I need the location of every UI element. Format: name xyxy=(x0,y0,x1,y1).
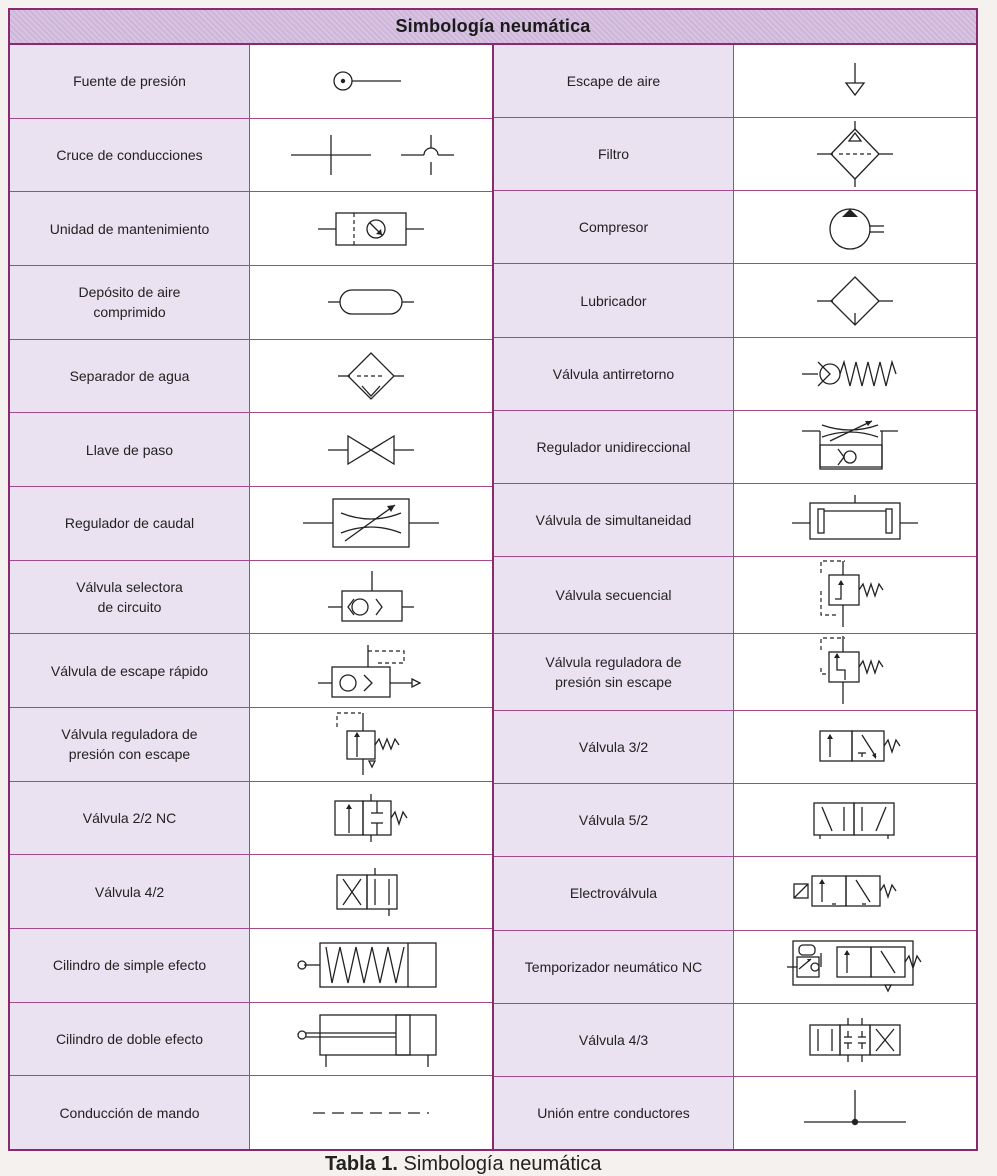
table-row xyxy=(10,45,492,119)
table-row xyxy=(10,192,492,266)
valve-2-2-nc-icon xyxy=(250,782,492,855)
table-row xyxy=(494,338,976,411)
valve-4-2-icon xyxy=(250,855,492,928)
symbol-name: Válvula antirretorno xyxy=(494,338,734,410)
symbol-name: Conducción de mando xyxy=(10,1076,250,1149)
table-row xyxy=(494,784,976,857)
table-row xyxy=(494,118,976,191)
pneumatic-timer-nc-icon xyxy=(734,931,976,1003)
symbol-name: Válvula 4/2 xyxy=(10,855,250,928)
two-pressure-valve-icon xyxy=(734,484,976,556)
table-body xyxy=(10,45,976,1149)
symbol-name: Regulador de caudal xyxy=(10,487,250,560)
valve-5-2-icon xyxy=(734,784,976,856)
shutoff-valve-icon xyxy=(250,413,492,486)
table-title: Simbología neumática xyxy=(10,10,976,45)
symbol-name: Cilindro de simple efecto xyxy=(10,929,250,1002)
symbol-name: Cruce de conducciones xyxy=(10,119,250,192)
check-valve-icon xyxy=(734,338,976,410)
symbol-name: Filtro xyxy=(494,118,734,190)
flow-regulator-icon xyxy=(250,487,492,560)
table-row xyxy=(10,340,492,414)
valve-4-3-icon xyxy=(734,1004,976,1076)
table-row xyxy=(10,855,492,929)
caption-text: Simbología neumática xyxy=(398,1153,602,1175)
shuttle-valve-icon xyxy=(250,561,492,634)
table-row xyxy=(494,45,976,118)
symbol-name: Válvula selectora de circuito xyxy=(10,561,250,634)
table-row xyxy=(10,708,492,782)
symbol-name: Válvula reguladora de presión con escape xyxy=(10,708,250,781)
symbol-name: Electroválvula xyxy=(494,857,734,929)
symbol-name: Fuente de presión xyxy=(10,45,250,118)
lubricator-icon xyxy=(734,264,976,336)
symbol-name: Lubricador xyxy=(494,264,734,336)
valve-3-2-icon xyxy=(734,711,976,783)
table-row xyxy=(10,1003,492,1077)
left-column xyxy=(10,45,494,1149)
table-row xyxy=(494,191,976,264)
symbol-table xyxy=(8,8,978,1151)
symbol-name: Válvula secuencial xyxy=(494,557,734,633)
table-row xyxy=(10,119,492,193)
air-tank-icon xyxy=(250,266,492,339)
table-row xyxy=(10,561,492,635)
solenoid-valve-icon xyxy=(734,857,976,929)
water-separator-icon xyxy=(250,340,492,413)
caption-number: Tabla 1. xyxy=(325,1153,398,1175)
table-row xyxy=(10,1076,492,1149)
double-acting-cylinder-icon xyxy=(250,1003,492,1076)
symbol-name: Cilindro de doble efecto xyxy=(10,1003,250,1076)
pilot-line-icon xyxy=(250,1076,492,1149)
table-row xyxy=(10,782,492,856)
air-exhaust-icon xyxy=(734,45,976,117)
table-row xyxy=(10,413,492,487)
table-row xyxy=(494,557,976,634)
table-row xyxy=(10,634,492,708)
symbol-name: Válvula reguladora de presión sin escape xyxy=(494,634,734,710)
symbol-name: Válvula de simultaneidad xyxy=(494,484,734,556)
symbol-name: Válvula 3/2 xyxy=(494,711,734,783)
maintenance-unit-icon xyxy=(250,192,492,265)
symbol-name: Escape de aire xyxy=(494,45,734,117)
symbol-name: Unión entre conductores xyxy=(494,1077,734,1149)
table-row xyxy=(10,266,492,340)
one-way-flow-regulator-icon xyxy=(734,411,976,483)
table-row xyxy=(494,1004,976,1077)
symbol-name: Válvula 4/3 xyxy=(494,1004,734,1076)
single-acting-cylinder-icon xyxy=(250,929,492,1002)
symbol-name: Unidad de mantenimiento xyxy=(10,192,250,265)
pipe-crossing-icon xyxy=(250,119,492,192)
symbol-name: Llave de paso xyxy=(10,413,250,486)
right-column xyxy=(494,45,976,1149)
table-row xyxy=(494,264,976,337)
symbol-name: Separador de agua xyxy=(10,340,250,413)
table-row xyxy=(494,634,976,711)
table-row xyxy=(494,484,976,557)
symbol-name: Válvula 5/2 xyxy=(494,784,734,856)
symbol-name: Compresor xyxy=(494,191,734,263)
symbol-name: Temporizador neumático NC xyxy=(494,931,734,1003)
non-relieving-pressure-regulator-icon xyxy=(734,634,976,710)
table-caption xyxy=(325,1153,601,1176)
table-row xyxy=(494,1077,976,1149)
pressure-source-icon xyxy=(250,45,492,118)
relieving-pressure-regulator-icon xyxy=(250,708,492,781)
symbol-name: Regulador unidireccional xyxy=(494,411,734,483)
table-row xyxy=(494,711,976,784)
table-row xyxy=(10,929,492,1003)
table-row xyxy=(494,411,976,484)
symbol-name: Válvula de escape rápido xyxy=(10,634,250,707)
symbol-name: Válvula 2/2 NC xyxy=(10,782,250,855)
table-row xyxy=(10,487,492,561)
sequence-valve-icon xyxy=(734,557,976,633)
quick-exhaust-valve-icon xyxy=(250,634,492,707)
symbol-name: Depósito de aire comprimido xyxy=(10,266,250,339)
table-row xyxy=(494,931,976,1004)
table-row xyxy=(494,857,976,930)
compressor-icon xyxy=(734,191,976,263)
line-junction-icon xyxy=(734,1077,976,1149)
filter-icon xyxy=(734,118,976,190)
